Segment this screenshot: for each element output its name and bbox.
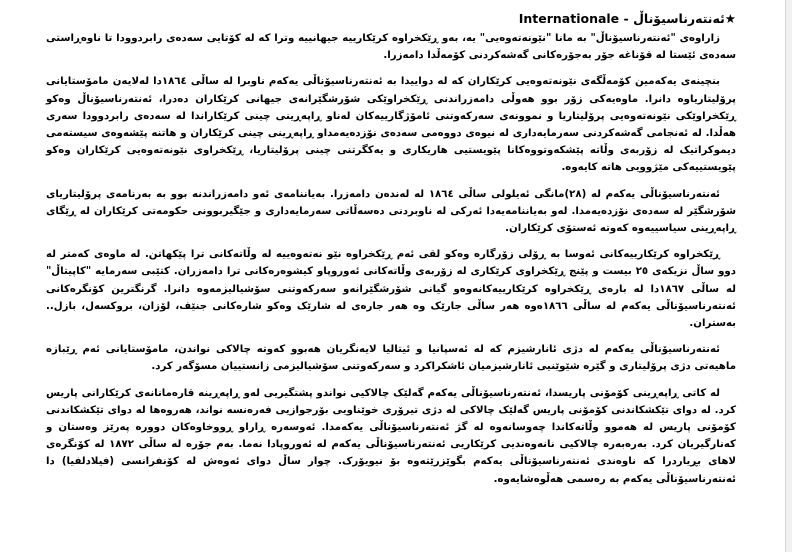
- title-kurdish: ئەنتەرناسیۆناڵ: [633, 11, 725, 26]
- document-body: [46, 10, 736, 497]
- title-separator: -: [619, 11, 634, 26]
- paragraph-4: ڕێکخراوە کرێکارییەکانی ئەوسا بە ڕۆلی زۆرگارە وەکو لقی ئەم ڕێکخراوە نێو نەتەوەییە لە وڵاتەکانی ترا پێکهاتن. لە ماوەی کەمتر لە دوو ساڵ نزیکەی ٢٥ بیست و پێنج ڕێکخراوی کرێکاری لە زۆربەی وڵاتەکانی ئەوروپاو کیشوەرەکانی ترا دامەزران. کتێبی سەرمایە "کاپیتاڵ" لە ساڵی ١٨٦٧دا لە بارەی ڕێکخراوە کرێکارییەکانەوەو گیانی شۆرشگێرانەو سەرکەوتنی سۆشیالیزمەوە دانرا. گرنگترین کۆنگرەکانی ئەنتەرناسیۆناڵی یەکەم لە ساڵی ١٨٦٦ەوە هەر ساڵی جارێک وە هەر جارەی لە شارێک وەکو شارەکانی جنێف، لۆزان، بروکسەل، بازل.. بەستران.: [46, 249, 736, 330]
- paragraph-3: ئەنتەرناسیۆناڵی یەکەم لە (٢٨)مانگی ئەیلولی ساڵی ١٨٦٤ لە لەندەن دامەزرا. بەیاننامەی ئەو دامەزراندنە بوو بە بەرنامەی پرۆلیتاریای شۆرشگێر لە سەدەی نۆزدەیەمدا. لەو بەیاننامەیەدا ئەرکی لە ناوبردنی دەسەڵاتی سەرمایەداری و جێگیربوونی حکومەتی کرێکاران لە ڕێگای ڕاپەڕینی سیاسییەوە کەوتە ئەستۆی کرێکاران.: [46, 188, 736, 235]
- entry-title: [46, 10, 736, 27]
- paragraph-1: زاراوەی "ئەنتەرناسیۆناڵ" بە مانا "نێونەتەوەیی" یە، بەو ڕێکخراوە کرێکارییە جیهانییە وترا کە لە کۆتایی سەدەی رابردوودا تا ناوەڕاستی سەدەی ئێستا لە قۆناغە جۆر بەجۆرەکانی گەشەکردنی کۆمەڵدا دامەزرا.: [46, 33, 736, 62]
- paragraph-5: ئەنتەرناسیۆناڵی یەکەم لە دژی ئانارشیزم کە لە ئەسپانیا و ئیتالیا لایەنگریان هەبوو کەوتە چالاکی نواندن، مامۆستایانی ئەم ڕێبازە ماهیەتی دژی پرۆلیتاری و گێرە شێوێنیی ئانارشیزمیان ئاشکراکرد و سەرکەوتنی سۆشیالیزمی زانستییان مسۆگەر کرد.: [46, 344, 736, 373]
- star-icon: ★: [724, 11, 736, 26]
- title-english: Internationale: [518, 11, 620, 26]
- paragraph-2: بنچینەی یەکەمین کۆمەڵگەی نێونەتەوەیی کرێکاران کە لە دواییدا بە ئەنتەرناسیۆناڵی یەکەم ناوبرا لە ساڵی ١٨٦٤دا لەلایەن مامۆستایانی پرۆلیتاریاوە دانرا. ماوەیەکی زۆر بوو هەوڵی دامەزراندنی ڕێکخراوێکی شۆرشگێرانەی جیهانی کرێکاران دەدرا، ئەنتەرناسیۆناڵ وەکو ڕێکخراوێکی نێونەتەوەیی پرۆلیتاریا و نموونەی سەرکەوتنی ئامۆژگارییەکان لەناو ڕاپەڕینی چینی کرێکاراندا لە سەدەی رابردوودا سەری هەڵدا. لە ئەنجامی گەشەکردنی سەرمایەداری لە نیوەی دووەمی سەدەی نۆزدەیەمداو ڕاپەڕینی چینی کرێکاران و هاتنە پێشەوەی سیستەمی دیموکراتیک لە زۆربەی وڵاتە پێشکەوتووەکانا پێویستیی هاریکاری و یەکگرتنی چینی پرۆلیتاریا، ڕێکخراوی نێونەتەوەیی کرێکاران وەکو پێویستییەکی مێژوویی هاتە کایەوە.: [46, 76, 736, 174]
- window-edge: [785, 0, 792, 552]
- paragraph-6: لە کاتی ڕاپەڕینی کۆمۆنی پاریسدا، ئەنتەرناسیۆناڵی یەکەم گەلێک چالاکیی نواندو پشتگیریی لەو ڕاپەڕینە قارەمانانەی کرێکارانی پاریس کرد. لە دوای تێکشکاندنی کۆمۆنی پاریس گەلێک چالاکی لە دژی تیرۆری خوێناویی بۆرجوازیی فەرەنسە نواند، هەروەها لە دوای تێکشکاندنی کۆمۆنی پاریس لە هەموو وڵاتەکاندا چەوسانەوە لە گژ ئەنتەرناسیۆناڵی یەکەمدا. ئەوسەرە ڕاراو ڕووخاوەکان دووره پەرێز وەستان و کەنارگیریان کرد. بەرەبەرە چالاکیی نانەوەندیی کرێکاریی ئەنتەرناسیۆناڵی یەکەم لە ئەوروپادا نەما. بەم جۆرە لە ساڵی ١٨٧٢ لە کۆنگرەی لاهای بڕیاردرا کە ناوەندی ئەنتەرناسیۆناڵی یەکەم بگوێزرێتەوە بۆ نیویۆرک. چوار ساڵ دوای ئەوەش لە کۆنفرانسی (فیلادلفیا) دا ئەنتەرناسیۆناڵی یەکەم بە رەسمی هەڵوەشایەوە.: [46, 387, 736, 485]
